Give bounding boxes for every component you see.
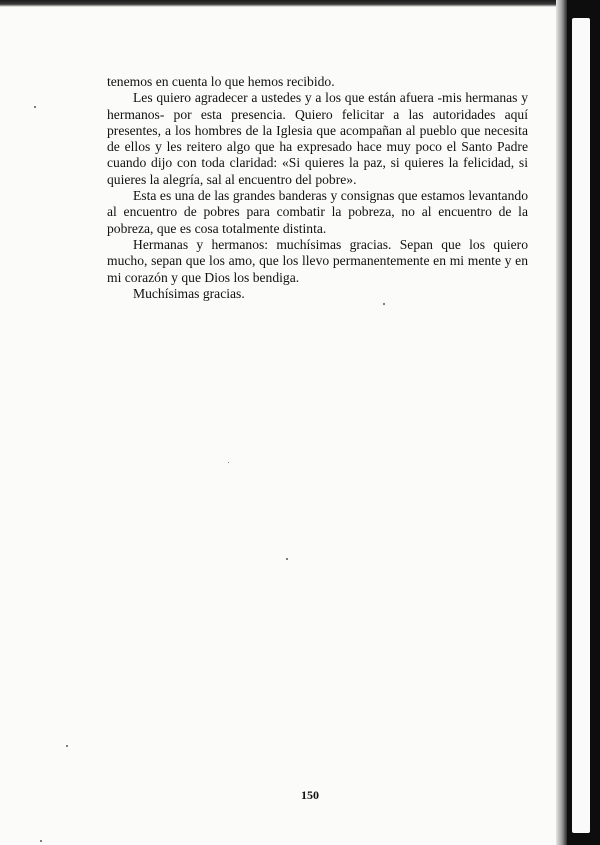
scan-top-shadow [0,0,560,7]
body-text [107,74,528,302]
paragraph-4: Hermanas y hermanos: muchísimas gracias. Sepan que los quiero mucho, sepan que los amo, que los llevo permanentemente en mi mente y en mi corazón y que Dios los bendiga. [107,236,528,285]
scan-speck [34,106,36,108]
scan-speck [383,303,385,305]
scan-speck [40,840,42,842]
paragraph-2: Les quiero agradecer a ustedes y a los que están afuera -mis hermanas y hermanos- por esta presencia. Quiero felicitar a las autoridades aquí presentes, a los hombres de la Iglesia que acompañan al pueblo que necesita de ellos y les reitero algo que ha expresado hace muy poco el Santo Padre cuando dijo con toda claridad: «Si quieres la paz, si quieres la felicidad, si quieres la alegría, sal al encuentro del pobre». [107,90,528,187]
scan-right-binding-edge [556,0,600,845]
scan-speck [286,558,288,560]
paragraph-5: Muchísimas gracias. [133,285,245,301]
scan-speck [228,462,229,463]
scan-speck [66,745,68,747]
paragraph-3: Esta es una de las grandes banderas y consignas que estamos levantando al encuentro de pobres para combatir la pobreza, no al encuentro de la pobreza, que es cosa totalmente distinta. [107,188,528,236]
page-number: 150 [301,788,319,802]
paragraph-1: tenemos en cuenta lo que hemos recibido. [107,74,335,89]
